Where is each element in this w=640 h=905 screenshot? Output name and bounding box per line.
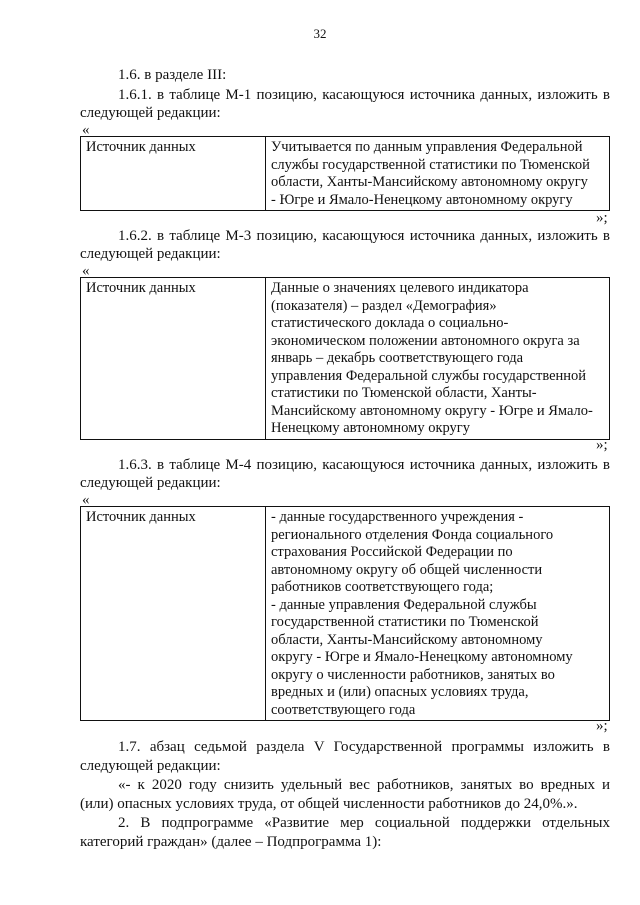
page-number: 32 xyxy=(313,26,327,41)
open-quote: « xyxy=(82,122,90,138)
close-quote: »; xyxy=(596,210,608,226)
table-row xyxy=(81,278,610,440)
item-1-7-quote-line2: (или) опасных условиях труда, от общей численности работников до 24,0%.». xyxy=(80,796,578,812)
table-row xyxy=(81,507,610,721)
table-value-line: (показателя) – раздел «Демография» xyxy=(271,297,497,314)
item-1-6-1-line1: 1.6.1. в таблице М-1 позицию, касающуюся источника данных, изложить в xyxy=(118,87,610,103)
table-value-line: округу - Югре и Ямало-Ненецкому автономному xyxy=(271,649,573,665)
open-quote: « xyxy=(82,492,90,508)
table-value-line: регионального отделения Фонда социального xyxy=(271,526,554,543)
table-value-line: вредных и (или) опасных условиях труда, xyxy=(271,684,529,700)
open-quote: « xyxy=(82,263,90,279)
table-value-line: статистического доклада о социально- xyxy=(271,315,509,331)
table-value-line: области, Ханты-Мансийскому автономному xyxy=(271,631,543,648)
item-1-7-line1: 1.7. абзац седьмой раздела V Государственной программы изложить в xyxy=(118,739,610,755)
table-row xyxy=(81,137,610,211)
table-value-line: январь – декабрь соответствующего года xyxy=(271,350,524,366)
table-value-line: управления Федеральной службы государственной xyxy=(271,367,587,384)
item-1-6-1-line2: следующей редакции: xyxy=(80,105,221,121)
item-2-line2: категорий граждан» (далее – Подпрограмма 1): xyxy=(80,834,382,850)
table-value-line: - Югре и Ямало-Ненецкому автономному округу xyxy=(271,191,573,208)
table-value-line: статистики по Тюменской области, Ханты- xyxy=(271,385,537,401)
item-1-7-quote-line1: «- к 2020 году снизить удельный вес работников, занятых во вредных и xyxy=(118,777,610,793)
table-value-line: области, Ханты-Мансийскому автономному округу xyxy=(271,174,588,190)
table-value-line: работников соответствующего года; xyxy=(271,579,494,595)
table-value-line: службы государственной статистики по Тюменской xyxy=(271,156,590,173)
table-value-line: Мансийскому автономному округу - Югре и Ямало- xyxy=(271,402,593,419)
table-value-line: - данные государственного учреждения - xyxy=(271,509,524,525)
table-value-line: округу о численности работников, занятых во xyxy=(271,666,555,683)
item-1-6-2-line2: следующей редакции: xyxy=(80,246,221,262)
item-1-6-3-line2: следующей редакции: xyxy=(80,475,221,491)
table-m4-source xyxy=(80,506,610,721)
table-value-line: страхования Российской Федерации по xyxy=(271,544,513,560)
table-value-line: экономическом положении автономного округа за xyxy=(271,332,580,349)
close-quote: »; xyxy=(596,437,608,453)
table-value-cell xyxy=(266,507,610,721)
table-value-line: Учитывается по данным управления Федеральной xyxy=(271,139,583,155)
close-quote: »; xyxy=(596,718,608,734)
item-2-line1: 2. В подпрограмме «Развитие мер социальной поддержки отдельных xyxy=(118,815,610,831)
item-1-6-2-line1: 1.6.2. в таблице М-3 позицию, касающуюся источника данных, изложить в xyxy=(118,228,610,244)
table-value-line: Ненецкому автономному округу xyxy=(271,420,471,436)
table-value-line: Данные о значениях целевого индикатора xyxy=(271,280,529,296)
table-value-line: государственной статистики по Тюменской xyxy=(271,614,539,630)
table-value-cell xyxy=(266,137,610,211)
table-value-cell xyxy=(266,278,610,440)
item-1-6-3-line1: 1.6.3. в таблице М-4 позицию, касающуюся источника данных, изложить в xyxy=(118,457,610,473)
table-key-cell: Источник данных xyxy=(81,507,266,721)
section-heading: 1.6. в разделе III: xyxy=(118,67,227,83)
table-value-line: соответствующего года xyxy=(271,701,416,718)
table-key-cell: Источник данных xyxy=(81,137,266,211)
table-m3-source xyxy=(80,277,610,440)
table-value-line: - данные управления Федеральной службы xyxy=(271,596,537,613)
table-value-line: автономному округу об общей численности xyxy=(271,561,543,578)
table-key-cell: Источник данных xyxy=(81,278,266,440)
item-1-7-line2: следующей редакции: xyxy=(80,758,221,774)
table-m1-source xyxy=(80,136,610,211)
